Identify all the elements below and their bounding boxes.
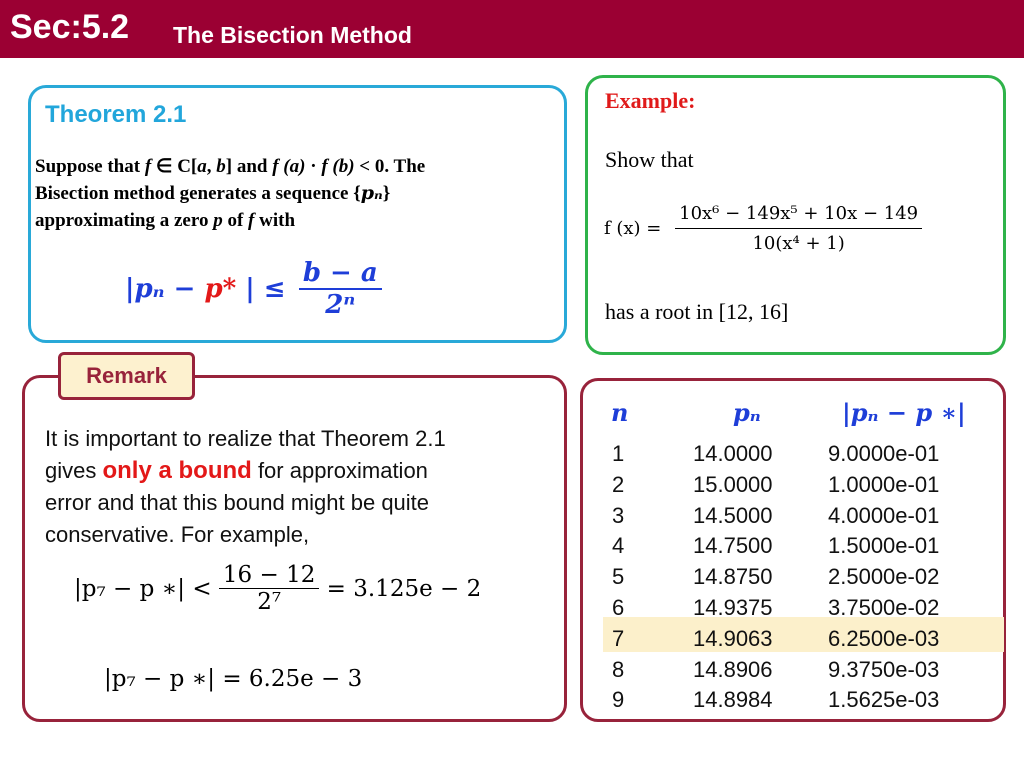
theorem-fa: f (a) [272,156,306,177]
bound-lhs [125,274,286,304]
cell-pn: 14.0000 [693,441,773,466]
eq1-rhs: = 3.125e − 2 [326,575,482,602]
cell-error: 9.0000e-01 [828,441,940,466]
eq1-lhs: |p₇ − p ∗| < [74,575,212,602]
example-title: Example: [605,88,696,113]
theorem-fb: f (b) [321,156,355,177]
theorem-b: b [216,156,226,177]
cell-n: 1 [612,441,625,466]
section-title: The Bisection Method [173,22,412,48]
cell-pn: 15.0000 [693,471,773,497]
theorem-text: Suppose that [35,156,141,177]
remark-equation-1 [74,562,481,615]
example-show-that: Show that [605,147,694,172]
header-pn: pₙ [733,398,761,427]
cell-pn: 14.7500 [693,533,773,559]
remark-line2a: gives [45,458,97,483]
header-error: |pₙ − p ∗| [842,398,966,427]
theorem-lt0: < 0. The [354,156,426,177]
eq1-fraction [219,562,319,615]
title-bar [0,0,1024,58]
bound-bar-open: | [125,274,135,304]
cell-n: 2 [612,471,625,497]
cell-pn: 14.9375 [693,595,773,620]
iteration-table-box [580,378,1006,722]
cell-n: 6 [612,595,625,620]
theorem-close: } [382,183,391,204]
theorem-in: ∈ C[ [151,156,198,177]
cell-pn: 14.9063 [693,625,773,651]
function-numerator: 10x⁶ − 149x⁵ + 10x − 149 [679,203,919,224]
cell-error: 9.3750e-03 [828,656,940,682]
theorem-f2: f [248,210,255,231]
theorem-p: p [213,210,223,231]
remark-line4: conservative. For example, [45,522,310,547]
section-number: Sec:5.2 [10,8,130,46]
function-denominator: 10(x⁴ + 1) [675,228,922,254]
example-root-interval: has a root in [12, 16] [605,299,789,324]
remark-equation-2: |p₇ − p ∗| = 6.25e − 3 [104,666,363,692]
theorem-comma: , [206,156,217,177]
theorem-f: f [144,156,152,177]
remark-line1: It is important to realize that Theorem 2.1 [45,426,446,451]
remark-text [45,423,545,551]
theorem-line2: Bisection method generates a sequence { [35,183,361,204]
bound-numerator: b − a [302,258,378,288]
cell-pn: 14.8750 [693,564,773,590]
bound-pstar: p* [204,274,237,304]
theorem-and: ] and [225,156,268,177]
cell-n: 7 [612,625,625,651]
cell-pn: 14.5000 [693,502,773,528]
function-fraction [675,203,922,254]
function-fx: f (x) = [604,218,662,239]
cell-error: 1.5000e-01 [828,533,940,559]
header-n: n [611,398,629,427]
cell-n: 3 [612,502,625,528]
remark-line2c: for approximation [257,458,428,483]
bound-minus: − [164,274,205,304]
cell-n: 5 [612,564,625,590]
function-definition [604,203,922,254]
theorem-a: a [197,156,207,177]
cell-error: 6.2500e-03 [828,625,940,651]
cell-pn: 14.8906 [693,656,773,682]
bound-pn: pₙ [134,274,165,304]
bound-denominator: 2ⁿ [299,288,382,320]
error-bound-formula [125,258,382,320]
cell-n: 4 [612,533,625,559]
remark-line3: error and that this bound might be quite [45,490,430,515]
cell-pn: 14.8984 [693,687,773,713]
cell-n: 8 [612,656,625,682]
eq1-denominator: 2⁷ [219,588,319,615]
cell-n: 9 [612,687,625,713]
theorem-line3a: approximating a zero [35,210,209,231]
cell-error: 4.0000e-01 [828,502,940,528]
theorem-pn: pₙ [360,182,383,204]
cell-error: 3.7500e-02 [828,595,940,620]
cell-error: 1.0000e-01 [828,471,940,497]
cell-error: 2.5000e-02 [828,564,940,590]
cell-error: 1.5625e-03 [828,687,940,713]
bound-bar-close: | ≤ [236,274,286,304]
theorem-dot: · [305,156,322,177]
remark-emphasis: only a bound [102,457,252,484]
theorem-statement [35,153,555,234]
theorem-line3b: of [227,210,244,231]
theorem-line3c: with [259,210,296,231]
highlighted-row-background [603,617,1004,652]
bound-fraction [299,258,382,320]
remark-label: Remark [58,352,195,400]
theorem-title: Theorem 2.1 [45,101,187,128]
eq1-numerator: 16 − 12 [222,562,316,588]
